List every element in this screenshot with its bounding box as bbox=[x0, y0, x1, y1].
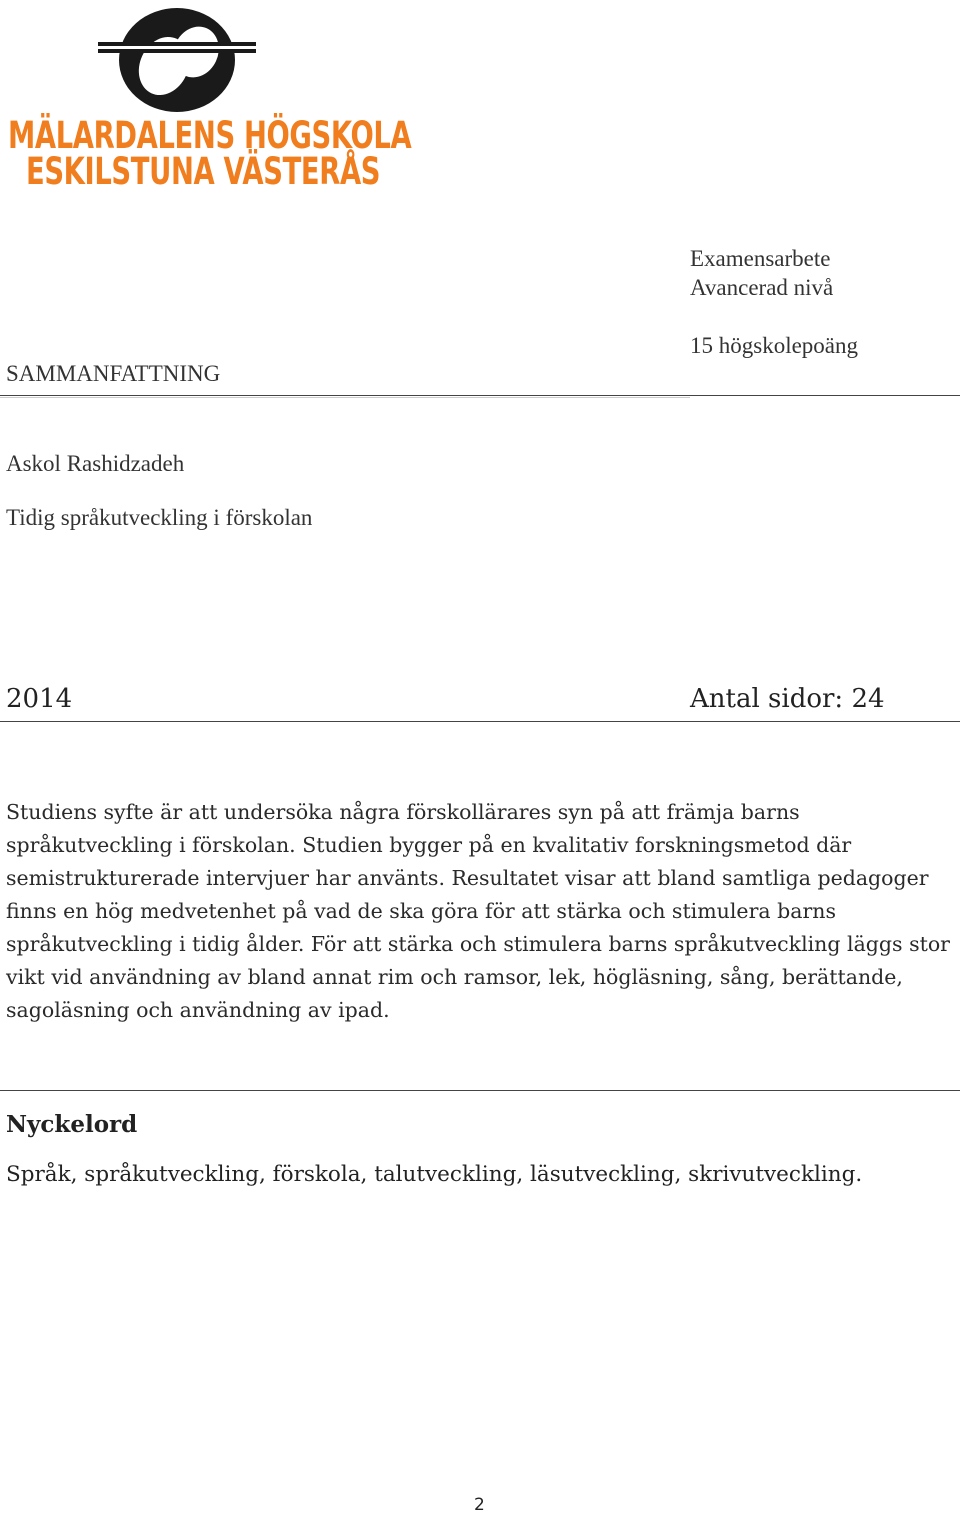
year: 2014 bbox=[6, 684, 73, 714]
logo-text-line1: MÄLARDALENS HÖGSKOLA bbox=[8, 114, 412, 157]
author-name: Askol Rashidzadeh bbox=[6, 451, 185, 476]
abstract-text: Studiens syfte är att undersöka några förskollärares syn på att främja barns språkutveckling i förskolan. Studien bygger på en kvalitativ forskningsmetod där semistrukturerade intervjuer har använts. Resultatet visar att bland samtliga pedagoger finns en hög medvetenhet på vad de ska göra för att stärka och stimulera barns språkutveckling i tidig ålder. För att stärka och stimulera barns språkutveckling läggs stor vikt vid användning av bland annat rim och ramsor, lek, högläsning, sång, berättande, sagoläsning och användning av ipad. bbox=[6, 800, 950, 1022]
divider bbox=[0, 1090, 960, 1091]
divider bbox=[0, 395, 960, 396]
thesis-level: Avancerad nivå bbox=[690, 275, 834, 300]
logo-text-line2: ESKILSTUNA VÄSTERÅS bbox=[26, 150, 381, 193]
university-logo bbox=[0, 0, 412, 200]
divider-shadow bbox=[0, 397, 690, 398]
thesis-type: Examensarbete bbox=[690, 246, 831, 271]
page-number: 2 bbox=[474, 1495, 485, 1515]
thesis-credits: 15 högskolepoäng bbox=[690, 333, 859, 358]
page-count: Antal sidor: 24 bbox=[690, 684, 885, 714]
logo-emblem-icon bbox=[92, 0, 262, 120]
divider bbox=[0, 721, 960, 722]
keywords-text: Språk, språkutveckling, förskola, talutveckling, läsutveckling, skrivutveckling. bbox=[6, 1162, 863, 1187]
keywords-heading: Nyckelord bbox=[6, 1111, 138, 1138]
section-heading: SAMMANFATTNING bbox=[6, 361, 221, 386]
thesis-title: Tidig språkutveckling i förskolan bbox=[6, 505, 313, 530]
